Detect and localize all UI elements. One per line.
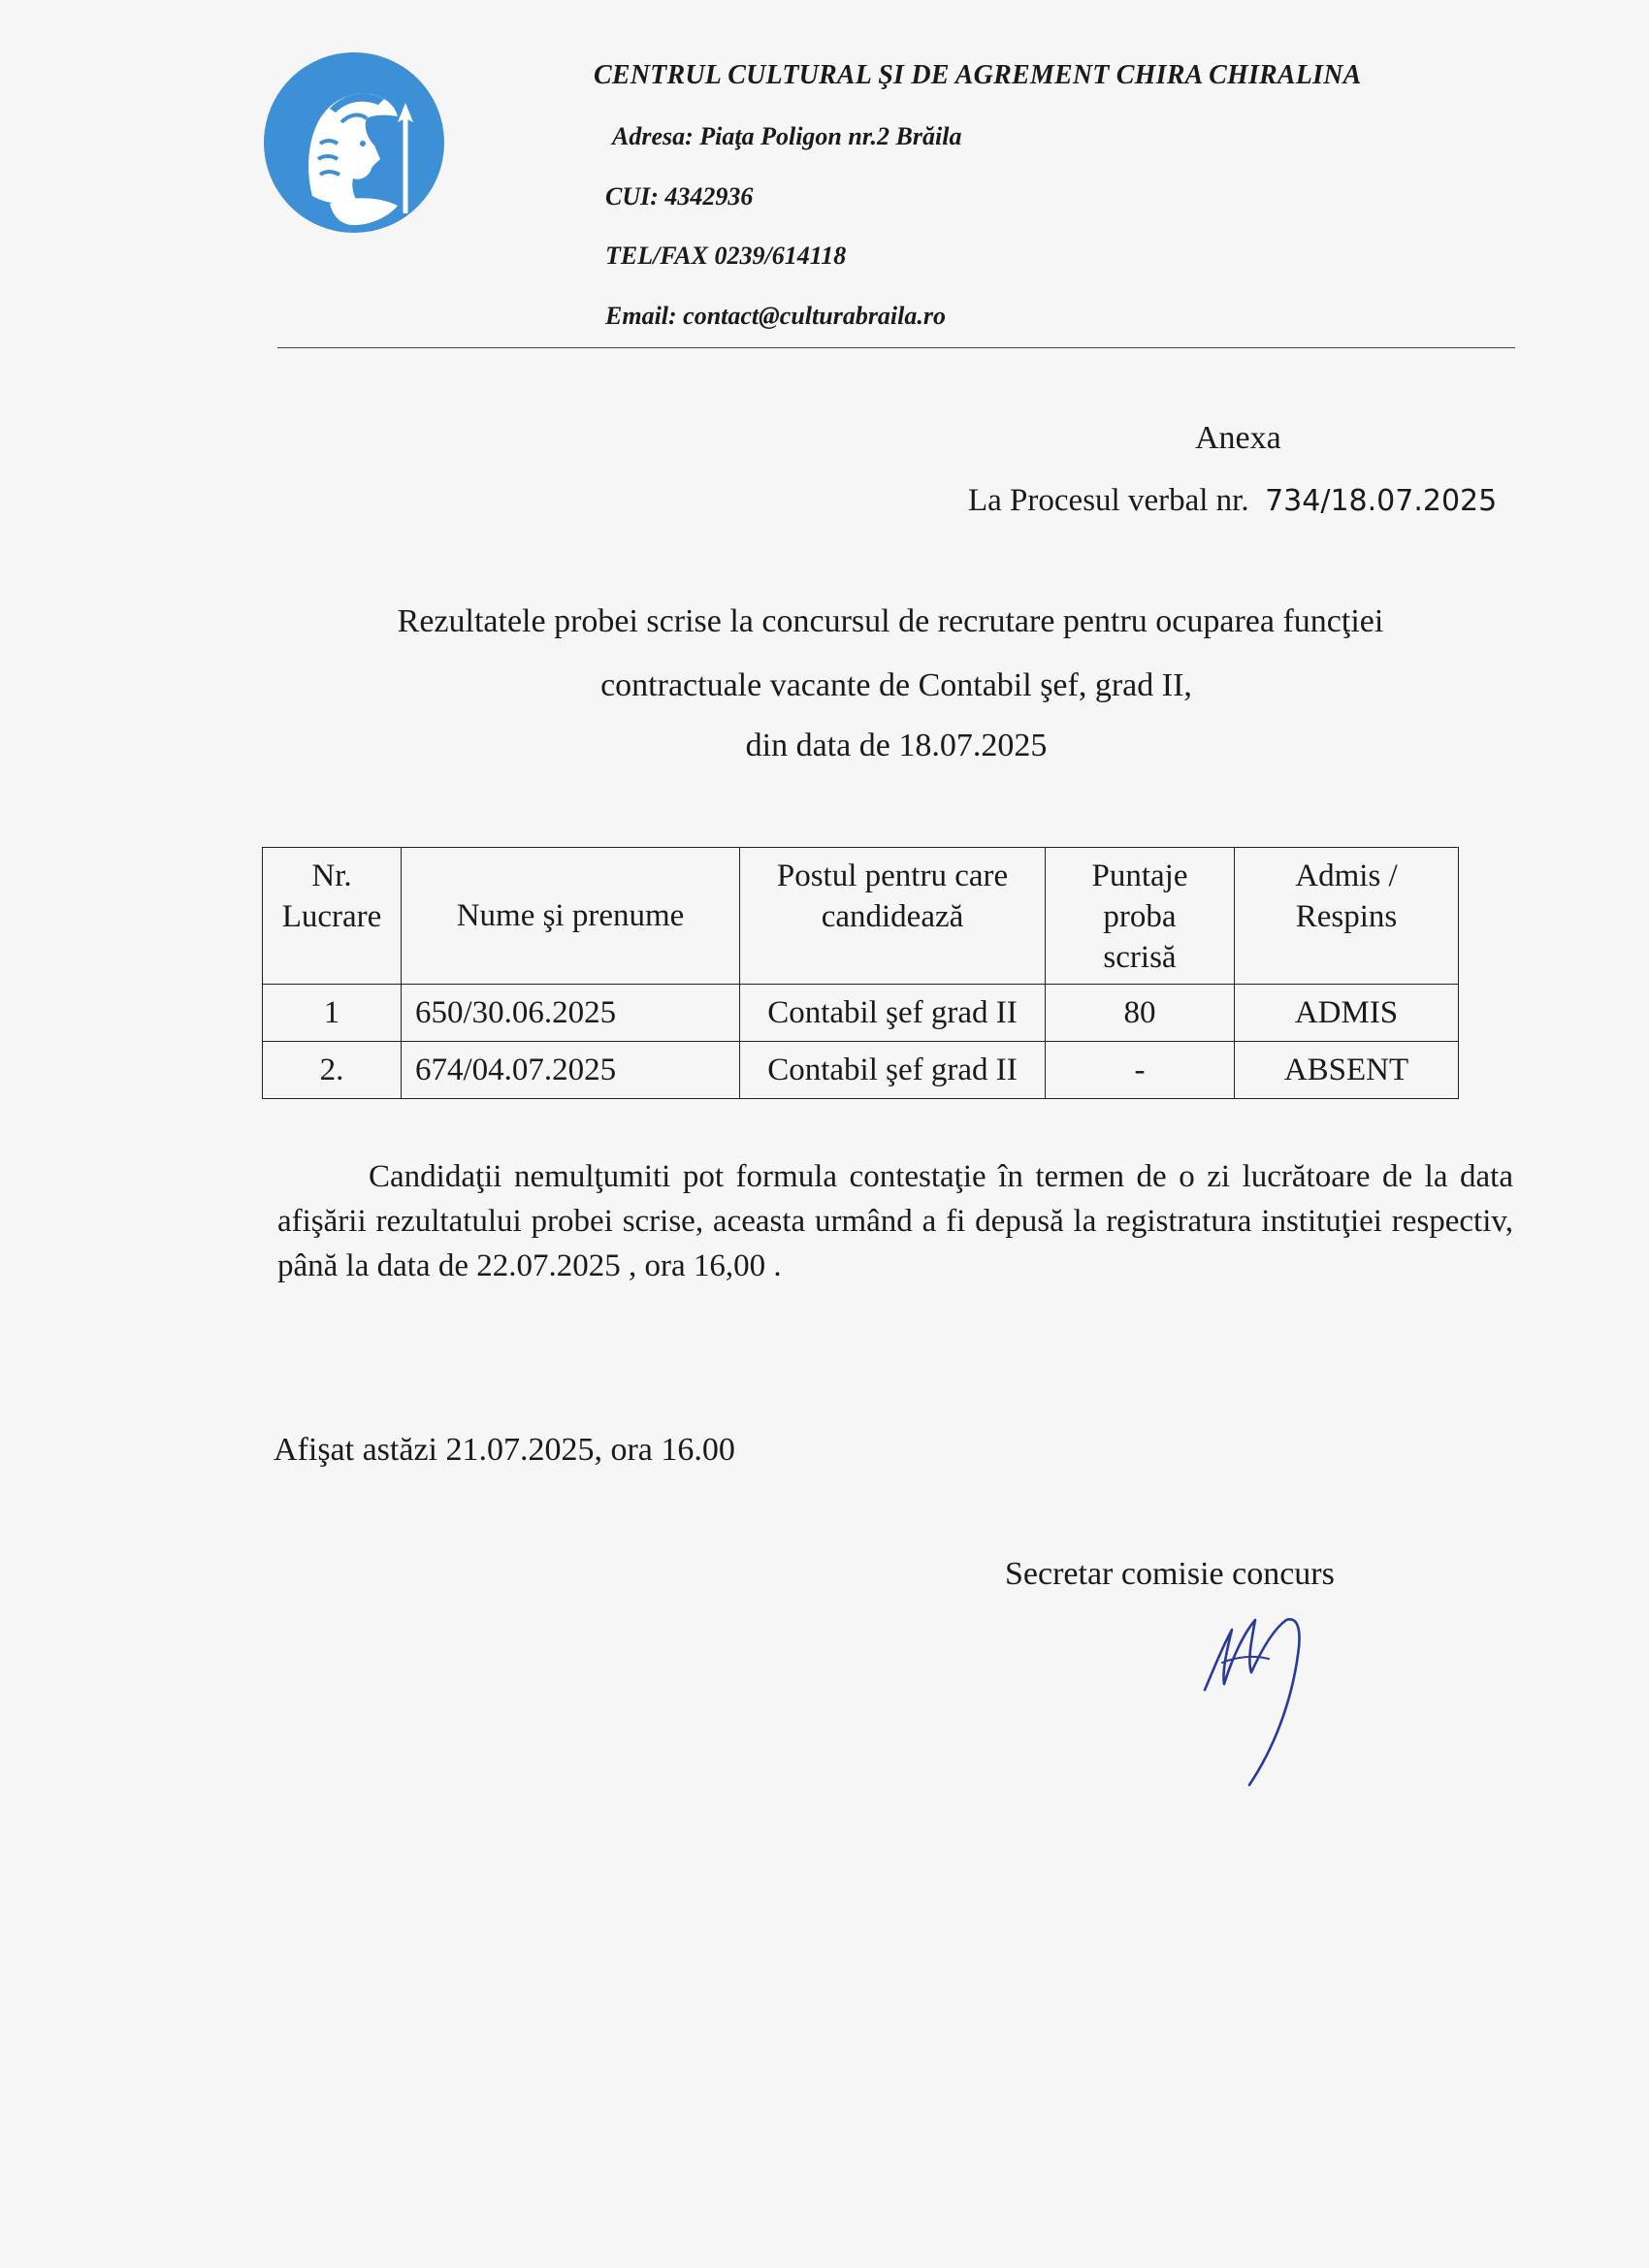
- institution-address: Adresa: Piaţa Poligon nr.2 Brăila: [612, 122, 962, 150]
- cell-puntaj: 80: [1046, 985, 1235, 1042]
- header-nr-lucrare: Nr. Lucrare: [263, 848, 402, 985]
- heading-line-3: din data de 18.07.2025: [745, 728, 1048, 763]
- institution-cui: CUI: 4342936: [605, 182, 754, 211]
- header-divider: [277, 347, 1515, 348]
- header-admis-respins: Admis / Respins: [1235, 848, 1459, 985]
- results-table: [262, 847, 1459, 1099]
- header-postul: Postul pentru care candidează: [740, 848, 1046, 985]
- cell-rezultat: ADMIS: [1235, 985, 1459, 1042]
- heading-line-2: contractuale vacante de Contabil şef, grad II,: [600, 667, 1192, 703]
- cell-nr: 1: [263, 985, 402, 1042]
- table-row: [263, 985, 1459, 1042]
- institution-name: CENTRUL CULTURAL ŞI DE AGREMENT CHIRA CHIRALINA: [594, 60, 1362, 90]
- cell-nume: 650/30.06.2025: [402, 985, 740, 1042]
- table-row: [263, 1042, 1459, 1099]
- cell-nr: 2.: [263, 1042, 402, 1099]
- contestation-paragraph: Candidaţii nemulţumiti pot formula contestaţie în termen de o zi lucrătoare de la data afişării rezultatului probei scrise, aceasta urmând a fi depusă la registratura instituţiei respectiv, până la data de 22.07.2025 , ora 16,00 .: [277, 1159, 1513, 1283]
- cell-post: Contabil şef grad II: [740, 1042, 1046, 1099]
- institution-email: Email: contact@culturabraila.ro: [605, 302, 946, 330]
- posted-date: Afişat astăzi 21.07.2025, ora 16.00: [274, 1432, 735, 1468]
- heading-line-1: Rezultatele probei scrise la concursul de recrutare pentru ocuparea funcţiei: [397, 603, 1384, 639]
- header-nume-prenume: Nume şi prenume: [402, 848, 740, 985]
- annex-reference: [968, 483, 1497, 519]
- cell-puntaj: -: [1046, 1042, 1235, 1099]
- table-header-row: [263, 848, 1459, 985]
- signature-icon: [1193, 1601, 1329, 1795]
- cell-rezultat: ABSENT: [1235, 1042, 1459, 1099]
- signatory-title: Secretar comisie concurs: [1005, 1556, 1335, 1592]
- annex-title: Anexa: [1195, 420, 1281, 456]
- minerva-logo-icon: [262, 50, 446, 235]
- header-puntaje: Puntaje proba scrisă: [1046, 848, 1235, 985]
- cell-post: Contabil şef grad II: [740, 985, 1046, 1042]
- annex-proces-number: 734/18.07.2025: [1265, 484, 1498, 518]
- cell-nume: 674/04.07.2025: [402, 1042, 740, 1099]
- annex-proces-label: La Procesul verbal nr.: [968, 483, 1249, 518]
- institution-telfax: TEL/FAX 0239/614118: [605, 242, 847, 270]
